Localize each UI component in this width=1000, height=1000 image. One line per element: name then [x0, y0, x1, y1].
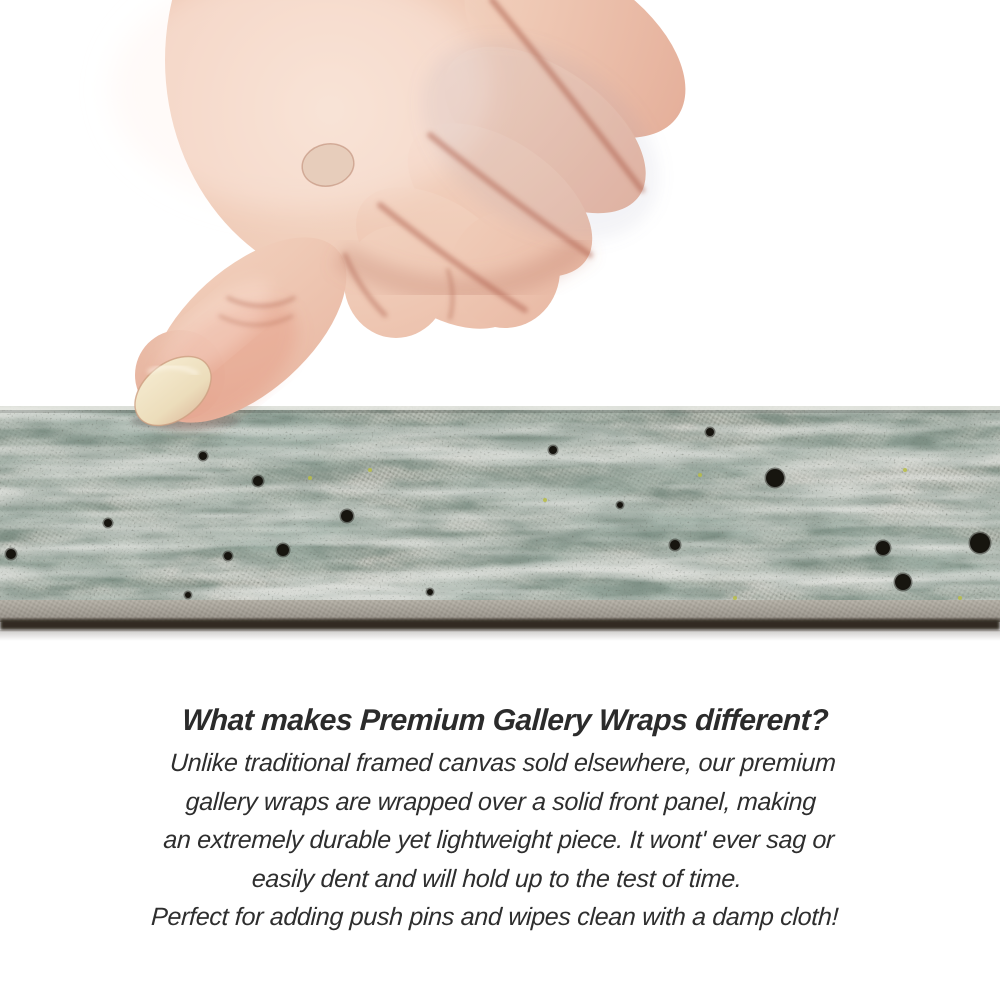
nails: [122, 139, 358, 439]
marketing-copy: [0, 698, 1000, 937]
canvas-hole: [199, 452, 207, 460]
headline: What makes Premium Gallery Wraps different?: [181, 704, 829, 737]
canvas-hole: [895, 574, 911, 590]
canvas-strip: [0, 406, 1000, 641]
body-line-5: Perfect for adding push pins and wipes clean with a damp cloth!: [150, 903, 840, 931]
canvas-face: [0, 406, 1000, 602]
hand-silhouette: [117, 0, 718, 456]
canvas-hole: [341, 510, 353, 522]
canvas-hole: [549, 446, 557, 454]
canvas-hole: [277, 544, 289, 556]
canvas-hole: [617, 502, 623, 508]
canvas-top-edge-highlight: [0, 406, 1000, 410]
knuckle-pinky: [331, 158, 550, 357]
paint-fleck: [543, 498, 547, 502]
knuckle-index: [431, 0, 718, 176]
paint-fleck: [903, 468, 907, 472]
canvas-hole: [224, 552, 232, 560]
curled-fingertip-left: [344, 226, 448, 338]
curled-fingertip-right: [450, 212, 560, 328]
canvas-hole: [876, 541, 890, 555]
canvas-hole: [427, 589, 433, 595]
body-line-4: easily dent and will hold up to the test of time.: [251, 864, 743, 893]
body-line-1: Unlike traditional framed canvas sold elsewhere, our premium: [169, 749, 837, 777]
knuckle-middle: [415, 13, 675, 246]
canvas-hole: [706, 428, 714, 436]
knuckle-ring: [381, 92, 620, 307]
canvas-hole: [104, 519, 112, 527]
canvas-hole: [6, 549, 16, 559]
canvas-rolled-edge: [0, 600, 1000, 641]
paint-fleck: [368, 468, 372, 472]
paint-fleck: [308, 476, 312, 480]
paint-fleck: [733, 596, 737, 600]
palm: [165, 0, 575, 290]
paint-fleck: [958, 596, 962, 600]
canvas-hole: [766, 469, 784, 487]
body-line-2: gallery wraps are wrapped over a solid front panel, making: [184, 787, 817, 816]
canvas-dark-edge: [0, 619, 1000, 630]
hand-shading: [110, 0, 695, 453]
canvas-strip-graphic: [0, 406, 1000, 641]
thumb-nail-highlight: [148, 366, 198, 374]
canvas-hole: [970, 533, 990, 553]
canvas-drop-shadow: [0, 630, 1000, 641]
canvas-hole: [670, 540, 680, 550]
index-fingernail: [298, 139, 358, 191]
canvas-hole: [253, 476, 263, 486]
paint-fleck: [698, 473, 702, 477]
canvas-hole: [185, 592, 191, 598]
hand-creases: [220, 0, 642, 325]
body-line-3: an extremely durable yet lightweight piece. It wont' ever sag or: [162, 826, 835, 854]
